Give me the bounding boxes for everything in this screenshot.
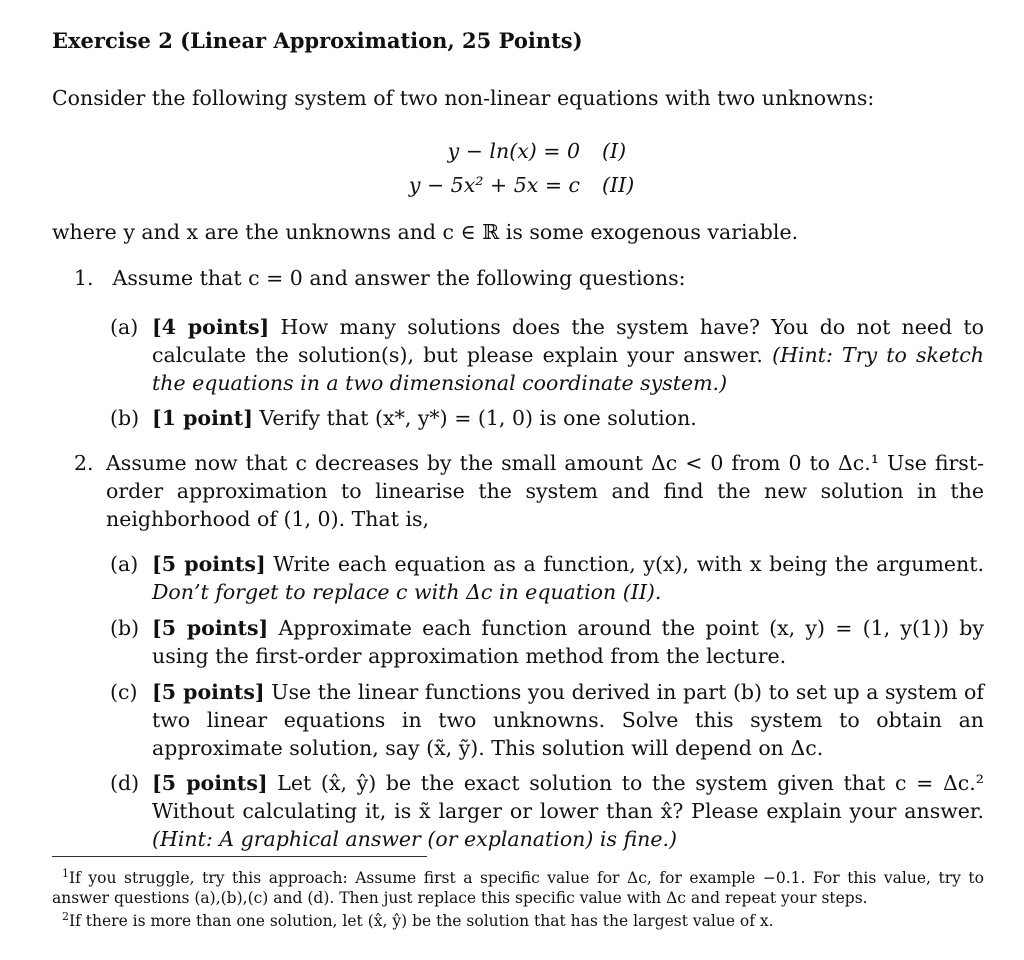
question-1b-body [152, 404, 984, 432]
equation-1 [360, 134, 634, 168]
question-1a-body [152, 313, 984, 397]
exercise-title: Exercise 2 (Linear Approximation, 25 Points) [52, 28, 583, 53]
question-1a-label: (a) [110, 315, 139, 339]
equation-1-expression: y − ln(x) = 0 [447, 139, 580, 163]
question-2b-label: (b) [110, 616, 140, 640]
equation-1-label: (I) [602, 139, 627, 163]
question-2a-label: (a) [110, 552, 139, 576]
question-2a-text: Write each equation as a function, y(x), with x being the argument. [273, 552, 984, 576]
question-2b-body [152, 614, 984, 670]
question-2c-body [152, 678, 984, 762]
where-text: where y and x are the unknowns and c ∈ ℝ is some exogenous variable. [52, 220, 799, 244]
question-2 [74, 449, 984, 531]
question-2d-text: Let (x̂, ŷ) be the exact solution to the system given that c = Δc.² Without calculating it, is x̃ larger or lower than x̂? Please explain your answer. [152, 771, 984, 823]
question-2c-points: [5 points] [152, 680, 265, 704]
question-2c-label: (c) [110, 680, 138, 704]
equation-system [360, 134, 634, 202]
question-2c-text: Use the linear functions you derived in part (b) to set up a system of two linear equations in two unknowns. Solve this system to obtain an approximate solution, say (x̃, ỹ). This solution will depend on Δc. [152, 680, 984, 760]
footnote-2-text: If there is more than one solution, let (x̂, ŷ) be the solution that has the largest value of x. [69, 912, 774, 931]
intro-text: Consider the following system of two non-linear equations with two unknowns: [52, 86, 875, 110]
footnote-2-mark: 2 [62, 910, 69, 923]
question-1b-label: (b) [110, 406, 140, 430]
question-2a-points: [5 points] [152, 552, 266, 576]
question-2d-body [152, 769, 984, 853]
equation-2-expression: y − 5x² + 5x = c [408, 173, 580, 197]
question-2a-body [152, 550, 984, 606]
footnote-2 [62, 907, 984, 931]
footnote-1-text: If you struggle, try this approach: Assume first a specific value for Δc, for example −0.1. For this value, try to answer questions (a),(b),(c) and (d). Then just replace this specific value with Δc and repeat your steps. [52, 869, 984, 908]
question-1a-text: How many solutions does the system have? You do not need to calculate the solution(s), but please explain your answer. [152, 315, 984, 367]
question-2a-hint: Don’t forget to replace c with Δc in equation (II). [152, 580, 662, 604]
footnote-1 [52, 864, 984, 908]
question-1a-points: [4 points] [152, 315, 270, 339]
question-2-text: Assume now that c decreases by the small amount Δc < 0 from 0 to Δc.¹ Use first-order approximation to linearise the system and find the new solution in the neighborhood of (1, 0). That is, [106, 451, 984, 531]
question-1a-hint: (Hint: Try to sketch the equations in a two dimensional coordinate system.) [152, 343, 984, 395]
question-2b-text: Approximate each function around the point (x, y) = (1, y(1)) by using the first-order approximation method from the lecture. [152, 616, 984, 668]
question-2d-hint: (Hint: A graphical answer (or explanation) is fine.) [152, 827, 678, 851]
equation-2-label: (II) [602, 173, 635, 197]
footnote-divider [52, 856, 427, 857]
question-1b-text: Verify that (x*, y*) = (1, 0) is one solution. [259, 406, 697, 430]
question-1b-points: [1 point] [152, 406, 253, 430]
question-2-number: 2. [74, 451, 94, 475]
question-1-number: 1. [74, 266, 94, 290]
question-1 [74, 266, 686, 290]
question-1-text: Assume that c = 0 and answer the following questions: [112, 266, 686, 290]
question-2d-label: (d) [110, 771, 140, 795]
footnote-1-mark: 1 [62, 867, 69, 880]
question-2d-points: [5 points] [152, 771, 268, 795]
equation-2 [360, 168, 634, 202]
question-2b-points: [5 points] [152, 616, 269, 640]
